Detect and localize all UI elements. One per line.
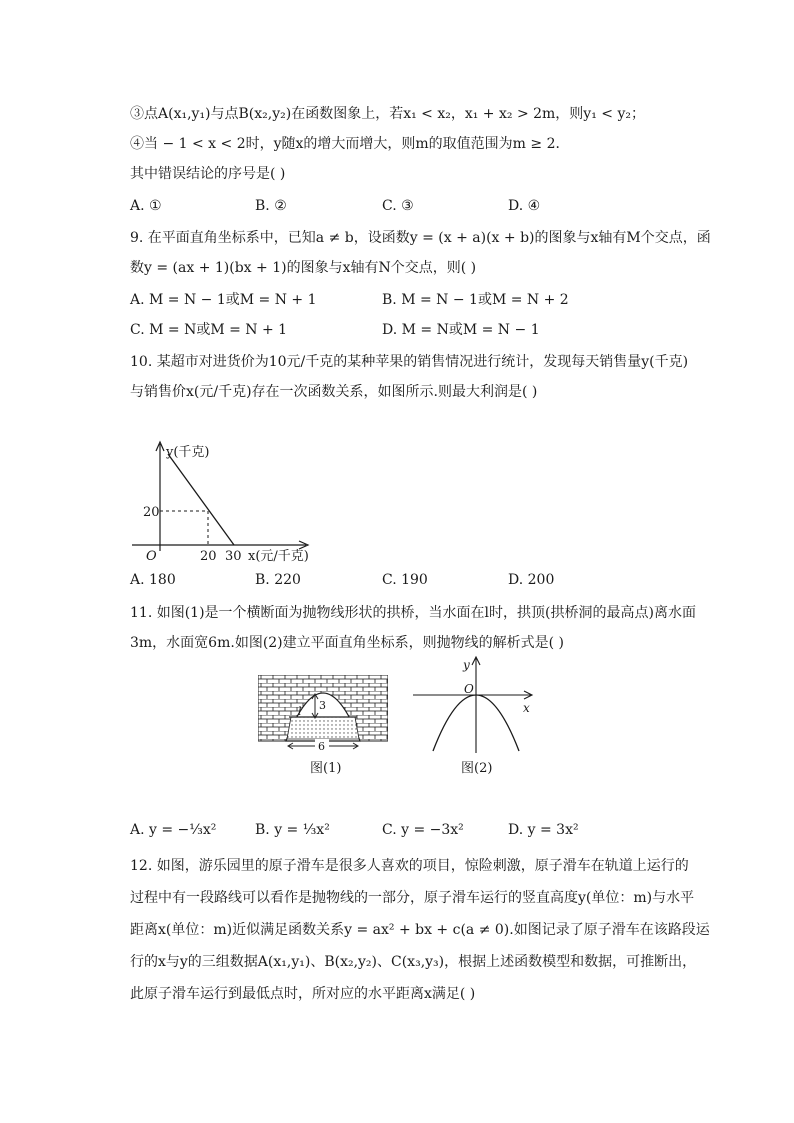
q9-option-c[interactable]: C. M = N或M = N + 1 xyxy=(130,322,288,338)
q12-line5: 此原子滑车运行到最低点时，所对应的水平距离x满足( ) xyxy=(130,986,476,1002)
x-axis-label: x(元/千克) xyxy=(248,549,309,564)
figure-2-caption: 图(2) xyxy=(461,761,493,776)
figure-1-caption: 图(1) xyxy=(310,761,342,776)
q9-option-a[interactable]: A. M = N − 1或M = N + 1 xyxy=(130,292,317,308)
q12-line2: 过程中有一段路线可以看作是抛物线的一部分，原子滑车运行的竖直高度y(单位：m)与水平 xyxy=(130,890,695,906)
question-prompt: 其中错误结论的序号是( ) xyxy=(130,166,286,182)
q10-line2: 与销售价x(元/千克)存在一次函数关系，如图所示.则最大利润是( ) xyxy=(130,384,538,400)
q11-parabola-graph xyxy=(413,655,543,755)
water xyxy=(287,717,359,739)
q10-option-a[interactable]: A. 180 xyxy=(130,572,176,588)
q8-option-c[interactable]: C. ③ xyxy=(382,198,414,214)
q10-option-c[interactable]: C. 190 xyxy=(382,572,428,588)
q9-option-d[interactable]: D. M = N或M = N − 1 xyxy=(382,322,540,338)
x-tick-20: 20 xyxy=(200,549,217,564)
q8-option-a[interactable]: A. ① xyxy=(130,198,162,214)
q8-option-b[interactable]: B. ② xyxy=(255,198,287,214)
q12-line4: 行的x与y的三组数据A(x₁,y₁)、B(x₂,y₂)、C(x₃,y₃)，根据上述函数模型和数据，可推断出， xyxy=(130,954,697,970)
q11-option-a[interactable]: A. y = −⅓x² xyxy=(130,822,217,838)
q11-bridge-figure xyxy=(258,675,388,752)
sales-line xyxy=(168,454,234,545)
q8-option-d[interactable]: D. ④ xyxy=(508,198,541,214)
q12-line1: 12. 如图，游乐园里的原子滑车是很多人喜欢的项目，惊险刺激，原子滑车在轨道上运行的 xyxy=(130,858,689,874)
q9-line2: 数y = (ax + 1)(bx + 1)的图象与x轴有N个交点，则( ) xyxy=(130,260,477,276)
origin-label: O xyxy=(464,682,474,696)
water-label: l xyxy=(298,705,302,718)
q9-option-b[interactable]: B. M = N − 1或M = N + 2 xyxy=(382,292,569,308)
q11-line1: 11. 如图(1)是一个横断面为抛物线形状的拱桥，当水面在l时，拱顶(拱桥洞的最高点)离水面 xyxy=(130,605,696,621)
q10-option-d[interactable]: D. 200 xyxy=(508,572,555,588)
q10-option-b[interactable]: B. 220 xyxy=(255,572,301,588)
width-label: 6 xyxy=(318,740,325,752)
origin-label: O xyxy=(146,549,157,564)
q9-line1: 9. 在平面直角坐标系中，已知a ≠ b，设函数y = (x + a)(x + b)的图象与x轴有M个交点，函 xyxy=(130,230,711,246)
q12-line3: 距离x(单位：m)近似满足函数关系y = ax² + bx + c(a ≠ 0).如图记录了原子滑车在该路段运 xyxy=(130,922,710,938)
y-axis-label: y(千克) xyxy=(166,445,210,460)
q11-option-c[interactable]: C. y = −3x² xyxy=(382,822,464,838)
y-axis-label: y xyxy=(463,658,470,672)
q10-linear-graph xyxy=(128,436,328,570)
x-axis-label: x xyxy=(523,701,530,715)
y-tick-20: 20 xyxy=(143,505,160,520)
height-label: 3 xyxy=(319,699,326,712)
q10-line1: 10. 某超市对进货价为10元/千克的某种苹果的销售情况进行统计，发现每天销售量y(千克) xyxy=(130,354,689,370)
x-tick-30: 30 xyxy=(225,549,242,564)
q11-option-b[interactable]: B. y = ⅓x² xyxy=(255,822,330,838)
q11-line2: 3m，水面宽6m.如图(2)建立平面直角坐标系，则抛物线的解析式是( ) xyxy=(130,635,565,651)
statement-4: ④当 − 1 < x < 2时，y随x的增大而增大，则m的取值范围为m ≥ 2． xyxy=(130,136,570,152)
q11-option-d[interactable]: D. y = 3x² xyxy=(508,822,579,838)
statement-3: ③点A(x₁,y₁)与点B(x₂,y₂)在函数图象上，若x₁ < x₂，x₁ + x₂ > 2m，则y₁ < y₂； xyxy=(130,106,645,122)
